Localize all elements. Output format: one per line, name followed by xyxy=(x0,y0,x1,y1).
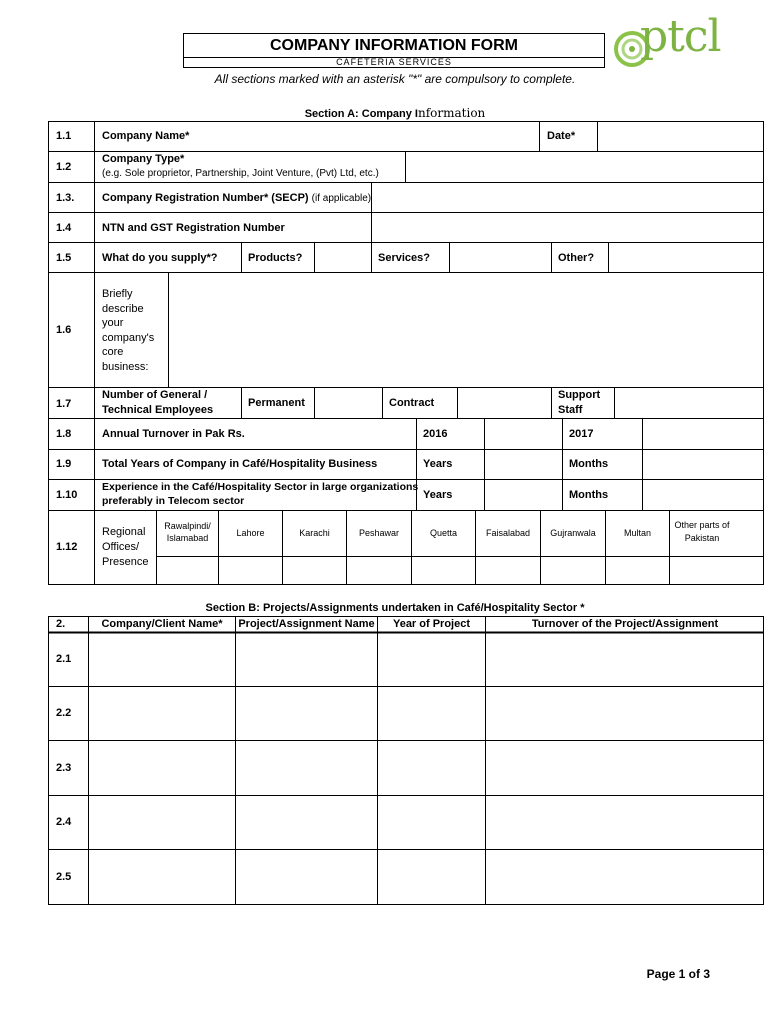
city-quetta: Quetta xyxy=(429,528,458,538)
total-years-label: Total Years of Company in Café/Hospitality Business xyxy=(102,458,378,470)
project-row-num: 2.1 xyxy=(56,653,72,665)
city-gujranwala: Gujranwala xyxy=(550,528,596,538)
company-type-label: Company Type* xyxy=(102,153,185,165)
page-number: Page 1 of 3 xyxy=(646,967,710,981)
section-a-table xyxy=(48,121,764,585)
date-label: Date* xyxy=(547,130,576,142)
support-label-line1: Support xyxy=(558,389,601,401)
months-label: Months xyxy=(569,489,609,501)
form-subtitle: CAFETERIA SERVICES xyxy=(336,57,452,67)
city-karachi: Karachi xyxy=(299,528,330,538)
years-label: Years xyxy=(423,458,453,470)
row-num: 1.1 xyxy=(56,130,72,142)
row-num: 1.8 xyxy=(56,428,72,440)
regional-label-line1: Regional xyxy=(102,526,146,538)
permanent-label: Permanent xyxy=(248,397,305,409)
products-label: Products? xyxy=(248,252,303,264)
col-header-year: Year of Project xyxy=(392,618,471,630)
project-row-num: 2.4 xyxy=(56,816,72,828)
regional-label-line3: Presence xyxy=(102,556,149,568)
turnover-label: Annual Turnover in Pak Rs. xyxy=(102,428,245,440)
core-business-label: Briefly describe your company's core business: xyxy=(102,288,155,373)
company-name-label: Company Name* xyxy=(102,130,190,142)
compulsory-note: All sections marked with an asterisk "*" are compulsory to complete. xyxy=(214,72,576,86)
section-a-title xyxy=(0,106,768,120)
city-peshawar: Peshawar xyxy=(358,528,400,538)
years-label: Years xyxy=(423,489,453,501)
section-b-grid-lines xyxy=(48,616,764,905)
year-2017-label: 2017 xyxy=(569,428,594,440)
regional-label-line2: Offices/ xyxy=(102,541,140,553)
year-2016-label: 2016 xyxy=(423,428,448,440)
registration-label xyxy=(102,192,371,205)
city-lahore: Lahore xyxy=(236,528,265,538)
row-num: 1.2 xyxy=(56,161,72,173)
employees-label-line1: Number of General / xyxy=(102,389,208,401)
col-header-turnover: Turnover of the Project/Assignment xyxy=(531,618,719,630)
registration-label-text: Company Registration Number* (SECP) xyxy=(102,192,309,204)
city-faisalabad: Faisalabad xyxy=(485,528,531,538)
section-a-title-rest: nformation xyxy=(418,106,486,120)
support-label-line2: Staff xyxy=(558,404,583,416)
row-num: 1.5 xyxy=(56,252,72,264)
row-num: 1.6 xyxy=(56,324,72,336)
form-title-box xyxy=(183,33,605,68)
col-header-project: Project/Assignment Name xyxy=(238,618,375,630)
contract-label: Contract xyxy=(389,397,435,409)
ntn-gst-label: NTN and GST Registration Number xyxy=(102,222,285,234)
city-rawalpindi: Rawalpindi/ Islamabad xyxy=(164,521,211,543)
row-num: 1.3. xyxy=(56,192,75,204)
company-type-hint: (e.g. Sole proprietor, Partnership, Joint Venture, (Pvt) Ltd, etc.) xyxy=(102,168,379,179)
project-row-num: 2.5 xyxy=(56,871,72,883)
services-label: Services? xyxy=(378,252,430,264)
section-a-title-bold: Section A: Company I xyxy=(304,108,418,120)
city-multan: Multan xyxy=(623,528,651,538)
col-header-num: 2. xyxy=(56,618,66,630)
ptcl-logo-text: ptcl xyxy=(640,11,721,62)
row-num: 1.12 xyxy=(56,541,78,553)
row-num: 1.4 xyxy=(56,222,72,234)
section-b-title: Section B: Projects/Assignments undertaken in Café/Hospitality Sector * xyxy=(205,602,585,614)
row-num: 1.9 xyxy=(56,458,72,470)
experience-label-line1: Experience in the Café/Hospitality Sector in large organizations xyxy=(102,481,419,493)
col-header-client: Company/Client Name* xyxy=(101,618,223,630)
city-other-parts: Other parts of Pakistan xyxy=(674,520,730,543)
registration-hint: (if applicable) xyxy=(311,193,372,204)
supply-label: What do you supply*? xyxy=(102,252,218,264)
form-title: COMPANY INFORMATION FORM xyxy=(184,35,604,58)
months-label: Months xyxy=(569,458,609,470)
other-label: Other? xyxy=(558,252,595,264)
employees-label-line2: Technical Employees xyxy=(102,404,214,416)
row-num: 1.7 xyxy=(56,398,72,410)
project-row-num: 2.3 xyxy=(56,762,72,774)
section-b-table xyxy=(48,616,764,905)
project-row-num: 2.2 xyxy=(56,707,72,719)
experience-label-line2: preferably in Telecom sector xyxy=(102,495,245,507)
row-num: 1.10 xyxy=(56,489,78,501)
